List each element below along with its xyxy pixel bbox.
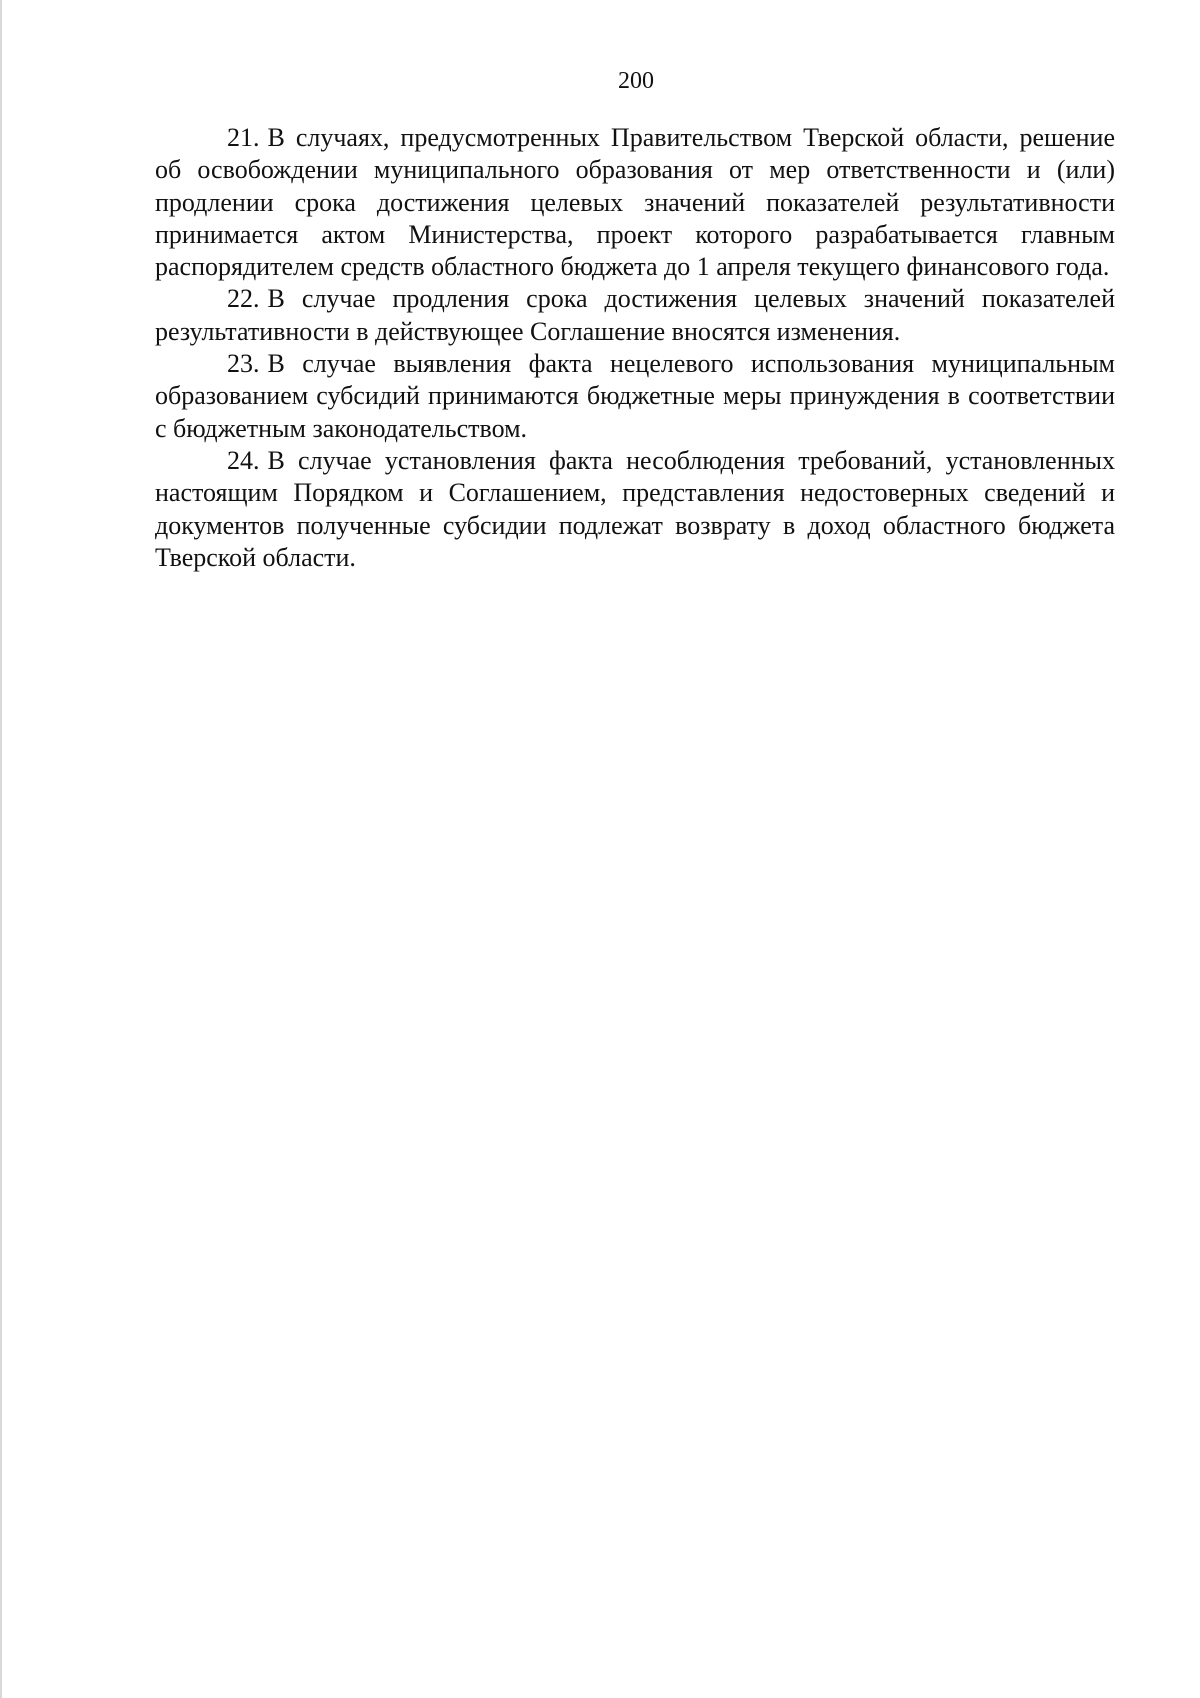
paragraph-number: 21. [227, 123, 260, 152]
paragraph-text: В случае установления факта несоблюдения требований, установленных настоящим Порядком и Соглашением, представления недостоверных сведений и документов полученные субсидии подлежат возврату в доход областного бюджета Тверской области. [155, 445, 1115, 572]
paragraph-number: 22. [227, 284, 260, 314]
paragraph-text: В случае продления срока достижения целевых значений показателей результативности в действующее Соглашение вносятся изменения. [155, 284, 1115, 346]
paragraph-22 [155, 283, 1115, 348]
document-body [155, 122, 1115, 574]
paragraph-21 [155, 122, 1115, 283]
paragraph-24 [155, 445, 1115, 574]
paragraph-text: В случаях, предусмотренных Правительством Тверской области, решение об освобождении муниципального образования от мер ответственности и (или) продлении срока достижения целевых значений показателей результативности принимается актом Министерства, проект которого разрабатывается главным распорядителем средств областного бюджета до 1 апреля текущего финансового года. [155, 123, 1115, 282]
scan-left-edge [0, 0, 2, 1698]
paragraph-number: 24. [227, 445, 260, 475]
paragraph-23 [155, 348, 1115, 445]
paragraph-text: В случае выявления факта нецелевого использования муниципальным образованием субсидий принимаются бюджетные меры принуждения в соответствии с бюджетным законодательством. [155, 349, 1115, 443]
page-number: 200 [618, 68, 654, 94]
paragraph-number: 23. [227, 349, 260, 379]
